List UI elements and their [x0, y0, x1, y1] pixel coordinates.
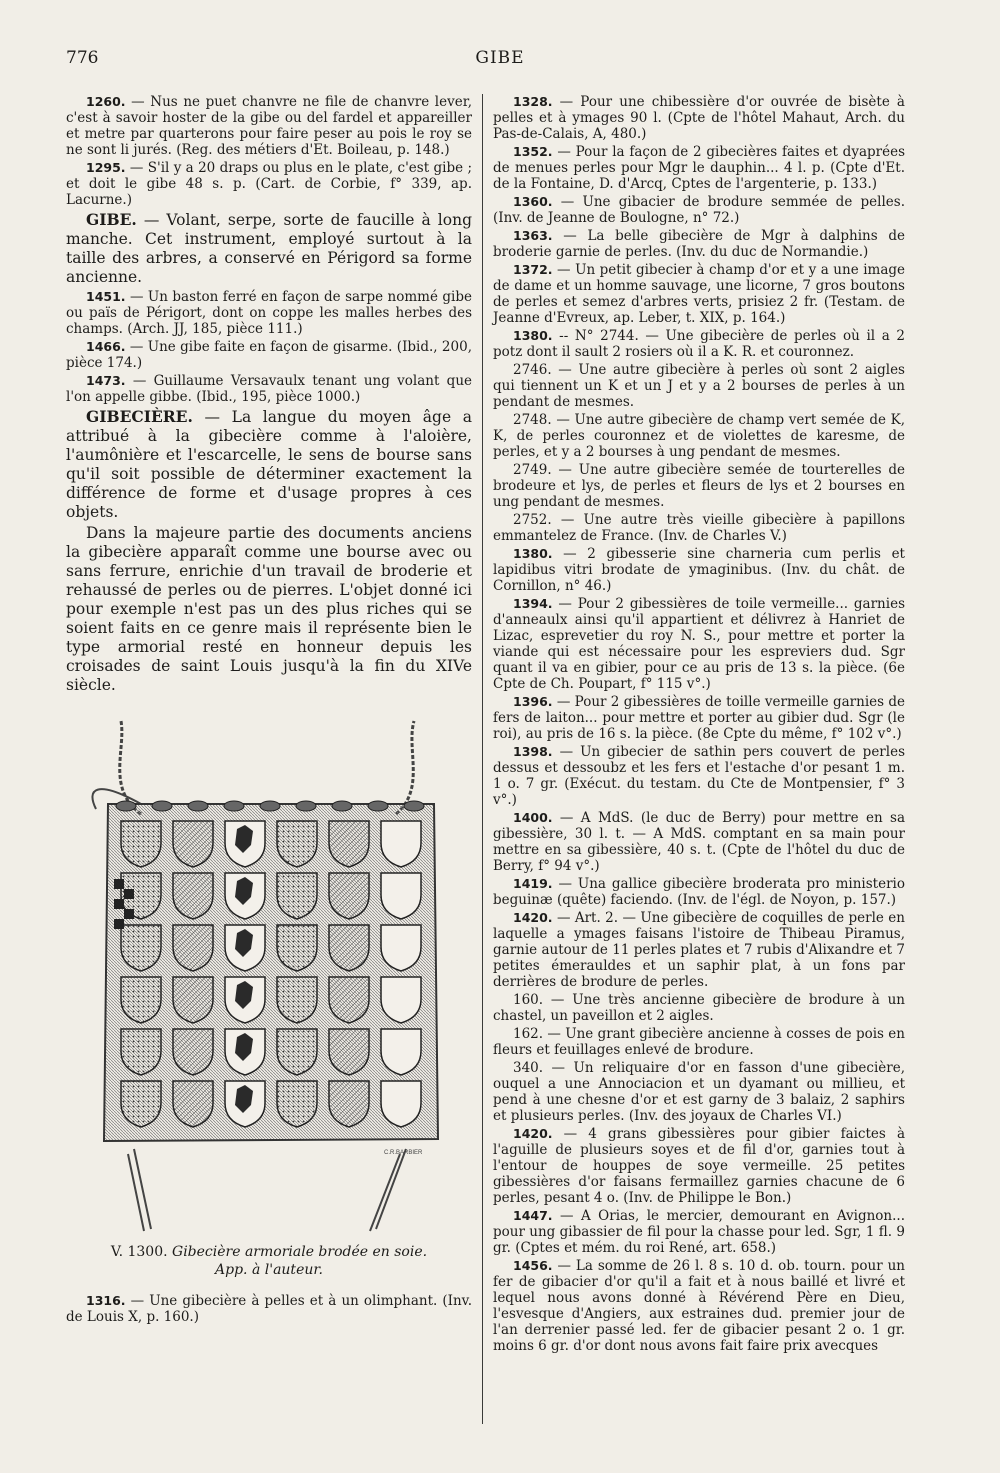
- entry-text: 2749. — Une autre gibecière semée de tourterelles de brodeure et lys, de perles et fleurs de lys et 2 bourses en ung pendant de mesmes.: [493, 462, 905, 510]
- entry-text: — Pour 2 gibessières de toile vermeille... garnies d'anneaulx ainsi qu'il appartient et délivrez à Hanriet de Lizac, esprevetier du roy N. S., pour mettre et porter la viande qui est nécessaire pour les espreviers dud. Sgr quant il va en gibier, pour ce au pris de 13 s. la pièce. (6e Cpte de Ch. Poupart, f° 115 v°.): [493, 596, 905, 692]
- entry-number: 1420.: [513, 1126, 553, 1141]
- entries-group-right: [493, 94, 905, 1354]
- entry-text: — Art. 2. — Une gibecière de coquilles de perle en laquelle a ymages faisans l'istoire de Thibeau Piramus, garnie autour de 11 perles plates et 7 rubis d'Alixandre et 7 petites émerauldes et un saphir plat, à un fons par derrières de brodure de perles.: [493, 910, 905, 990]
- headword-gibeciere: GIBECIÈRE.: [86, 407, 193, 426]
- entry: [493, 1208, 905, 1256]
- page-number: 776: [66, 48, 99, 68]
- entry-text: — Une gibacier de brodure semmée de pelles. (Inv. de Jeanne de Boulogne, n° 72.): [493, 194, 905, 226]
- entry: [493, 462, 905, 510]
- entry: [493, 910, 905, 990]
- entry-text: — Pour une chibessière d'or ouvrée de bisète à pelles et à ymages 90 l. (Cpte de l'hôtel Mahaut, Arch. du Pas-de-Calais, A, 480.): [493, 94, 905, 142]
- entry-text: — Pour 2 gibessières de toille vermeille garnies de fers de laiton... pour mettre et porter au gibier dud. Sgr (le roi), au pris de 16 s. la pièce. (8e Cpte du même, f° 102 v°.): [493, 694, 905, 742]
- entry: [493, 992, 905, 1024]
- entry-text: — 4 grans gibessières pour gibier faictes à l'aguille de plusieurs soyes et de fil d'or, garnies tout à l'entour de houppes de soye vermeille. 25 petites gibessières d'or faisans fermaillez garnies chacune de 6 perles, pesant 4 o. (Inv. de Philippe le Bon.): [493, 1126, 905, 1206]
- entry-text: -- N° 2744. — Une gibecière de perles où il a 2 potz dont il sault 2 rosiers où il a K. R. et couronnez.: [493, 328, 905, 360]
- page-header: [0, 48, 1000, 78]
- entry: [493, 412, 905, 460]
- entry-number: 1295.: [86, 160, 126, 175]
- entry: [493, 512, 905, 544]
- entry: [493, 876, 905, 908]
- figure-source: App. à l'auteur.: [215, 1262, 323, 1278]
- entry-number: 1396.: [513, 694, 553, 709]
- entry-text: — Un baston ferré en façon de sarpe nommé gibe ou païs de Périgort, dont on coppe les malles herbes des champs. (Arch. JJ, 185, pièce 111.): [66, 289, 472, 337]
- entry-number: 1328.: [513, 94, 553, 109]
- entry: [493, 94, 905, 142]
- entry-number: 1352.: [513, 144, 553, 159]
- entry: [493, 810, 905, 874]
- entry-text: 2748. — Une autre gibecière de champ vert semée de K, K, de perles couronnez et de violettes de karesme, de perles, et y a 2 bourses à ung pendant de mesmes.: [493, 412, 905, 460]
- entry-text: — Un gibecier de sathin pers couvert de perles dessus et dessoubz et les fers et l'estache d'or pesant 1 m. 1 o. 7 gr. (Exécut. du testam. du Cte de Montpensier, f° 3 v°.): [493, 744, 905, 808]
- entry: [493, 1126, 905, 1206]
- entry-number: 1394.: [513, 596, 553, 611]
- headword-gibe: GIBE.: [86, 210, 137, 229]
- entry-text: — Una gallice gibecière broderata pro ministerio beguinæ (quête) faciendo. (Inv. de l'égl. de Noyon, p. 157.): [493, 876, 905, 908]
- entries-group-c: [66, 1293, 472, 1325]
- entry-text: 2746. — Une autre gibecière à perles où sont 2 aigles qui tiennent un K et un J et y a 2 bourses de perles à un pendant de mesmes.: [493, 362, 905, 410]
- entry-text: — Un petit gibecier à champ d'or et y a une image de dame et un homme sauvage, une licorne, 7 gros boutons de perles et semez d'arbres verts, prisiez 2 fr. (Testam. de Jeanne d'Evreux, ap. Leber, t. XIX, p. 164.): [493, 262, 905, 326]
- entry: [493, 362, 905, 410]
- entry: [493, 144, 905, 192]
- entry-text: 2752. — Une autre très vieille gibecière à papillons emmantelez de France. (Inv. de Charles V.): [493, 512, 905, 544]
- entry-number: 1260.: [86, 94, 126, 109]
- entry: [493, 194, 905, 226]
- entry: [493, 694, 905, 742]
- gibeciere-definition: [66, 407, 472, 522]
- entry-number: 1398.: [513, 744, 553, 759]
- entry-text: — S'il y a 20 draps ou plus en le plate, c'est gibe ; et doit le gibe 48 s. p. (Cart. de Corbie, f° 339, ap. Lacurne.): [66, 160, 472, 208]
- entry-number: 1419.: [513, 876, 553, 891]
- entry-text: — La somme de 26 l. 8 s. 10 d. ob. tourn. pour un fer de gibacier d'or qu'il a fait et à nous baillé et livré et lequel nous avons donné à Révérend Père en Dieu, l'esvesque d'Angiers, aux estraines dud. premier jour de l'an derrenier passé led. fer de gibacier pesant 2 o. 1 gr. moins 6 gr. d'or dont nous avons fait faire prix avecques: [493, 1258, 905, 1354]
- entry: [66, 373, 472, 405]
- entry: [66, 160, 472, 208]
- entry: [493, 262, 905, 326]
- entry-text: — Une gibecière à pelles et à un olimphant. (Inv. de Louis X, p. 160.): [66, 1293, 472, 1325]
- column-rule: [482, 94, 483, 1424]
- engraver-signature: C.R.BARBIER: [384, 1150, 423, 1156]
- running-head: GIBE: [475, 48, 525, 68]
- entries-group-b: [66, 289, 472, 405]
- entry-number: 1447.: [513, 1208, 553, 1223]
- entries-group-a: [66, 94, 472, 208]
- figure-gibeciere: [66, 709, 472, 1239]
- entry-number: 1466.: [86, 339, 126, 354]
- entry-text: — A MdS. (le duc de Berry) pour mettre en sa gibessière, 30 l. t. — A MdS. comptant en sa main pour mettre en sa gibessière, 40 s. t. (Cpte de l'hôtel du duc de Berry, f° 94 v°.): [493, 810, 905, 874]
- entry-text: 340. — Un reliquaire d'or en fasson d'une gibecière, ouquel a une Annociacion et un dyamant ou millieu, et pend à une chesne d'or et est garny de 3 balaiz, 2 saphirs et plusieurs perles. (Inv. des joyaux de Charles VI.): [493, 1060, 905, 1124]
- entry-number: 1456.: [513, 1258, 553, 1273]
- entry-number: 1473.: [86, 373, 126, 388]
- entry: [493, 1026, 905, 1058]
- figure-number: V. 1300.: [110, 1244, 168, 1260]
- entry: [493, 596, 905, 692]
- entry-text: — La belle gibecière de Mgr à dalphins de broderie garnie de perles. (Inv. du duc de Normandie.): [493, 228, 905, 260]
- gibe-definition: [66, 210, 472, 287]
- entry-text: 162. — Une grant gibecière ancienne à cosses de pois en fleurs et feuillages enlevé de brodure.: [493, 1026, 905, 1058]
- embroidered-purse-illustration: [66, 709, 472, 1239]
- entry-number: 1400.: [513, 810, 553, 825]
- entry-text: — Nus ne puet chanvre ne file de chanvre lever, c'est à savoir hoster de la gibe ou del fardel et appareiller et metre par quarterons pour faire peser au pois le roy se ne sont li jurés. (Reg. des métiers d'Et. Boileau, p. 148.): [66, 94, 472, 158]
- entry-number: 1372.: [513, 262, 553, 277]
- entry-text: — 2 gibesserie sine charneria cum perlis et lapidibus vitri brodate de ymaginibus. (Inv. du chât. de Cornillon, n° 46.): [493, 546, 905, 594]
- entry-number: 1360.: [513, 194, 553, 209]
- entry-text: — Guillaume Versavaulx tenant ung volant que l'on appelle gibbe. (Ibid., 195, pièce 1000.): [66, 373, 472, 405]
- entry-text: 160. — Une très ancienne gibecière de brodure à un chastel, un paveillon et 2 aigles.: [493, 992, 905, 1024]
- entry: [493, 744, 905, 808]
- entry-text: — Une gibe faite en façon de gisarme. (Ibid., 200, pièce 174.): [66, 339, 472, 371]
- entry: [66, 1293, 472, 1325]
- entry: [66, 339, 472, 371]
- entry: [493, 228, 905, 260]
- entry: [66, 289, 472, 337]
- gibe-definition-text: — Volant, serpe, sorte de faucille à long manche. Cet instrument, employé surtout à la taille des arbres, a conservé en Périgord sa forme ancienne.: [66, 211, 472, 286]
- gibeciere-definition-text: — La langue du moyen âge a attribué à la gibecière comme à l'aloière, l'aumônière et l'escarcelle, le sens de bourse sans qu'il soit possible de déterminer exactement la différence de forme et d'usage propres à ces objets.: [66, 408, 472, 521]
- entry-number: 1420.: [513, 910, 553, 925]
- entry: [66, 94, 472, 158]
- entry-number: 1380.: [513, 546, 553, 561]
- left-column: [66, 94, 472, 1327]
- figure-caption: [66, 1243, 472, 1279]
- entry-text: — A Orias, le mercier, demourant en Avignon... pour ung gibassier de fil pour la chasse pour led. Sgr, 1 fl. 9 gr. (Cptes et mém. du roi René, art. 658.): [493, 1208, 905, 1256]
- entry-text: — Pour la façon de 2 gibecières faites et dyaprées de menues perles pour Mgr le dauphin... 4 l. p. (Cpte d'Et. de la Fontaine, D. d'Arcq, Cptes de l'argenterie, p. 133.): [493, 144, 905, 192]
- entry-number: 1451.: [86, 289, 126, 304]
- entry-number: 1380.: [513, 328, 553, 343]
- entry: [493, 1060, 905, 1124]
- figure-title: Gibecière armoriale brodée en soie.: [172, 1244, 428, 1260]
- entry-number: 1316.: [86, 1293, 126, 1308]
- entry: [493, 1258, 905, 1354]
- entry: [493, 328, 905, 360]
- entry: [493, 546, 905, 594]
- entry-number: 1363.: [513, 228, 553, 243]
- right-column: [493, 94, 905, 1356]
- gibeciere-paragraph-2: Dans la majeure partie des documents anciens la gibecière apparaît comme une bourse avec ou sans ferrure, enrichie d'un travail de broderie et rehaussé de perles ou de pierres. L'objet donné ici pour exemple n'est pas un des plus riches qui se soient faits en ce genre mais il représente bien le type armorial resté en honneur depuis les croisades de saint Louis jusqu'à la fin du XIVe siècle.: [66, 524, 472, 694]
